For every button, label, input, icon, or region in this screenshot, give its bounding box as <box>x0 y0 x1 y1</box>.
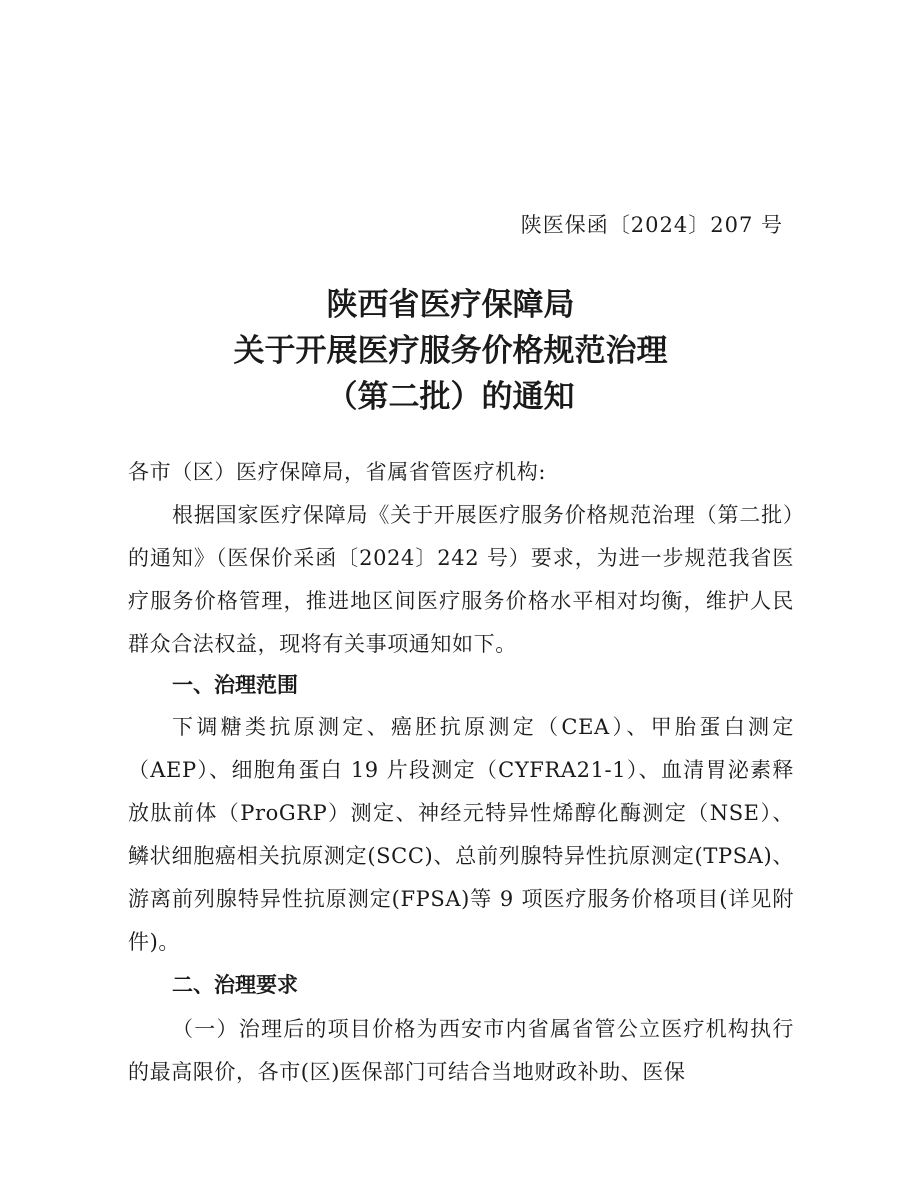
section-heading-scope: 一、治理范围 <box>172 673 298 697</box>
section-heading-requirements: 二、治理要求 <box>172 973 298 997</box>
addressee: 各市（区）医疗保障局，省属省管医疗机构: <box>128 460 547 484</box>
paragraph-scope: 下调糖类抗原测定、癌胚抗原测定（CEA）、甲胎蛋白测定（AEP）、细胞角蛋白 19 片段测定（CYFRA21-1）、血清胃泌素释放肽前体（ProGRP）测定、神经元特异性烯醇化酶测定（NSE）、鳞状细胞癌相关抗原测定(SCC)、总前列腺特异性抗原测定(TPSA)、游离前列腺特异性抗原测定(FPSA)等 9 项医疗服务价格项目(详见附件)。 <box>128 715 794 954</box>
title-line-2: 关于开展医疗服务价格规范治理 <box>233 333 668 369</box>
title-line-3: （第二批）的通知 <box>326 379 575 415</box>
document-number: 陕医保函〔2024〕207 号 <box>520 213 783 237</box>
paragraph-requirement-1: （一）治理后的项目价格为西安市内省属省管公立医疗机构执行的最高限价，各市(区)医保部门可结合当地财政补助、医保 <box>128 1017 794 1084</box>
title-line-1: 陕西省医疗保障局 <box>326 287 575 323</box>
document-title <box>0 282 901 420</box>
paragraph-intro: 根据国家医疗保障局《关于开展医疗服务价格规范治理（第二批）的通知》（医保价采函〔2024〕242 号）要求，为进一步规范我省医疗服务价格管理，推进地区间医疗服务价格水平相对均衡，维护人民群众合法权益，现将有关事项通知如下。 <box>128 503 794 656</box>
